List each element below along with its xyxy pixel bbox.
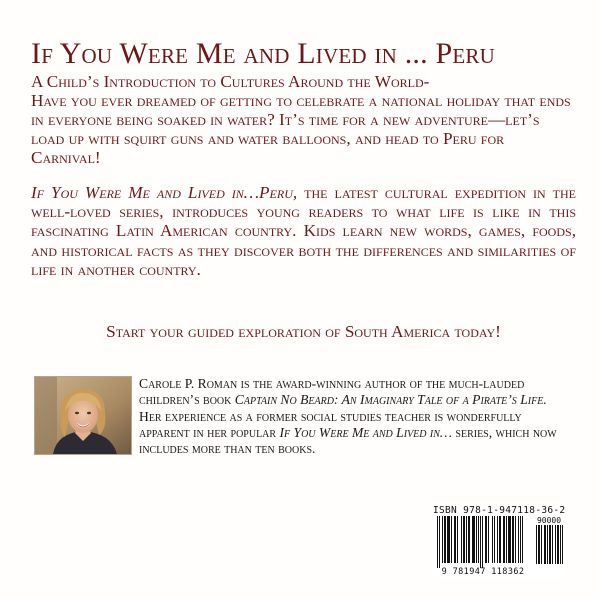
price-code: 90000 [536,516,562,525]
author-photo [34,376,132,455]
isbn-barcode [433,503,565,578]
bio-book-title: Captain No Beard: An Imaginary Tale of a Pirate’s Life. [234,392,547,408]
bio-text-2: Her experience as a former social studies teacher is wonderfully apparent in her popular [139,408,522,440]
author-portrait-image [35,377,131,454]
isbn-label: ISBN 978-1-947118-36-2 [433,505,566,516]
call-to-action: Start your guided exploration of South America today! [106,322,501,341]
description-text: the latest cultural expedition in the well-loved series, introduces young readers to what life is like in this fascinating Latin American country. Kids learn new words, games, foods, and historical facts as they discover both the differences and similarities of life in another country. [31,183,577,279]
bio-text-1: Carole P. Roman is the award-winning author of the much-lauded children’s book [139,376,525,408]
barcode-bars [435,516,533,568]
author-bio [139,376,569,457]
description-paragraph [31,183,576,279]
description-book-title: If You Were Me and Lived in…Peru, [31,183,298,202]
intro-paragraph: Have you ever dreamed of getting to celebrate a national holiday that ends in everyone being soaked in water? It’s time for a new adventure—let’s load up with squirt guns and water balloons, and head to Peru for Carnival! [31,91,571,167]
bio-series-title: If You Were Me and Lived in… [279,424,452,440]
barcode-addon-bars [534,525,563,569]
book-subtitle: A Child’s Introduction to Cultures Around the World- [31,72,430,91]
book-title: If You Were Me and Lived in ... Peru [31,37,496,70]
barcode-digits: 9 781947 118362 [441,567,525,577]
intro-block [31,72,576,167]
bio-text-3: series, which now includes more than ten books. [139,424,557,457]
